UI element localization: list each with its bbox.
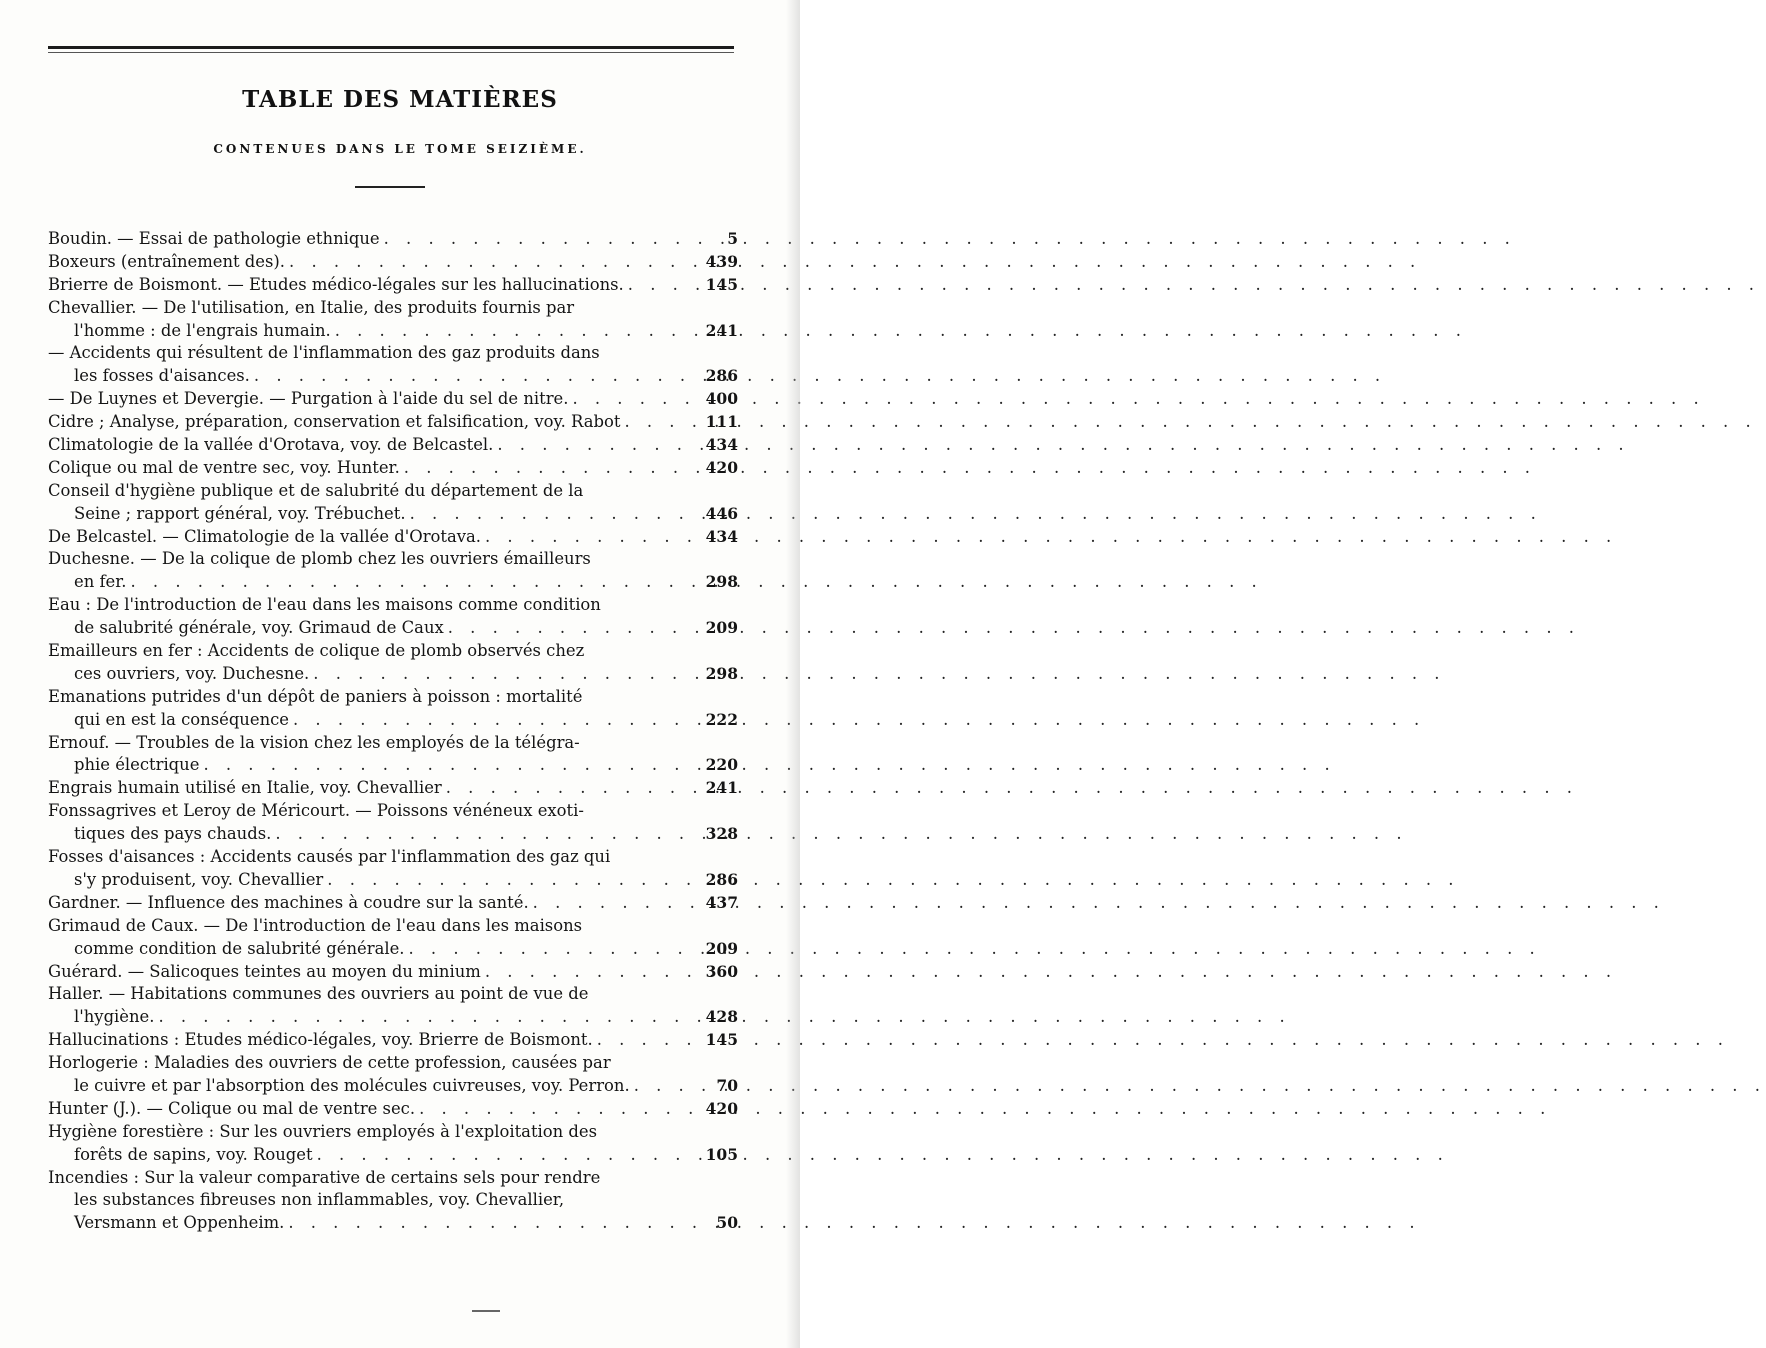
dot-leader (442, 777, 706, 800)
entry-text: Guérard. — Salicoques teintes au moyen du minium (48, 961, 481, 981)
entry-text: Fonssagrives et Leroy de Méricourt. — Poissons vénéneux exoti- (48, 801, 584, 821)
entry-text: en fer. (74, 572, 127, 592)
entry-text: Fosses d'aisances : Accidents causés par l'inflammation des gaz qui (48, 847, 611, 867)
dot-leader (620, 411, 705, 434)
entry-page-number: 222 (705, 709, 738, 729)
entry-page-number: 220 (705, 755, 738, 775)
entry-text: s'y produisent, voy. Chevallier (74, 869, 324, 889)
entry-text: forêts de sapins, voy. Rouget (74, 1144, 313, 1164)
index-entry-line (48, 892, 738, 915)
entry-text: Gardner. — Influence des machines à coudre sur la santé. (48, 892, 529, 912)
index-entry-line (48, 915, 738, 938)
index-entry-line (48, 274, 738, 297)
top-double-rule (48, 46, 734, 49)
entry-page-number: 286 (705, 869, 738, 889)
entry-text: qui en est la conséquence (74, 709, 289, 729)
index-entry-line (48, 365, 738, 388)
entry-text: Incendies : Sur la valeur comparative de certains sels pour rendre (48, 1167, 601, 1187)
page-edge-shadow (786, 0, 800, 1348)
index-entry-line (48, 1075, 738, 1098)
dot-leader (529, 892, 706, 915)
page-subtitle: CONTENUES DANS LE TOME SEIZIÈME. (213, 142, 587, 156)
dot-leader (400, 457, 706, 480)
index-entry-line (48, 617, 738, 640)
index-entry-line (48, 732, 738, 755)
entry-page-number: 420 (705, 1098, 738, 1118)
entry-text: l'homme : de l'engrais humain. (74, 320, 331, 340)
entry-text: Duchesne. — De la colique de plomb chez les ouvriers émailleurs (48, 549, 591, 569)
entry-text: Cidre ; Analyse, préparation, conservation et falsification, voy. Rabot (48, 412, 621, 432)
dot-leader (568, 388, 705, 411)
index-entry-line (48, 1167, 738, 1190)
entry-text: Eau : De l'introduction de l'eau dans les maisons comme condition (48, 595, 601, 615)
entry-text: Emanations putrides d'un dépôt de paniers à poisson : mortalité (48, 686, 583, 706)
entry-page-number: 145 (705, 1030, 738, 1050)
entry-text: Versmann et Oppenheim. (74, 1213, 285, 1233)
entry-text: Colique ou mal de ventre sec, voy. Hunter. (48, 457, 400, 477)
entry-text: Engrais humain utilisé en Italie, voy. Chevallier (48, 778, 442, 798)
dot-leader (126, 571, 705, 594)
book-page (0, 0, 800, 1348)
index-entry-line (48, 869, 738, 892)
entry-text: Emailleurs en fer : Accidents de colique de plomb observés chez (48, 641, 585, 661)
dot-leader (285, 251, 706, 274)
entry-page-number: 428 (705, 1007, 738, 1027)
entry-text: Hygiène forestière : Sur les ouvriers employés à l'exploitation des (48, 1121, 598, 1141)
index-entry-line (48, 297, 738, 320)
entry-text: Boudin. — Essai de pathologie ethnique (48, 229, 380, 248)
index-entry-line (48, 1029, 738, 1052)
dot-leader (199, 754, 705, 777)
page-title: TABLE DES MATIÈRES (242, 86, 558, 113)
entry-text: — De Luynes et Devergie. — Purgation à l'aide du sel de nitre. (48, 389, 569, 409)
dot-leader (405, 938, 706, 961)
dot-leader (380, 228, 714, 251)
entry-page-number: 434 (705, 435, 738, 455)
entry-text: l'hygiène. (74, 1007, 155, 1027)
index-entry-line (48, 1144, 738, 1167)
index-entry-line (48, 411, 738, 434)
footer-mark (472, 1310, 500, 1312)
dot-leader (444, 617, 706, 640)
entry-text: Horlogerie : Maladies des ouvriers de cette profession, causées par (48, 1053, 611, 1073)
dot-leader (630, 1075, 714, 1098)
dot-leader (271, 823, 705, 846)
dot-leader (323, 869, 705, 892)
entry-text: Conseil d'hygiène publique et de salubrité du département de la (48, 480, 584, 500)
index-entry-line (48, 823, 738, 846)
index-entry-line (48, 983, 738, 1006)
entry-text: le cuivre et par l'absorption des molécules cuivreuses, voy. Perron. (74, 1075, 630, 1095)
dot-leader (415, 1098, 706, 1121)
entry-text: — Accidents qui résultent de l'inflammation des gaz produits dans (48, 343, 600, 363)
entry-page-number: 105 (705, 1144, 738, 1164)
entry-page-number: 50 (716, 1213, 738, 1233)
index-entry-line (48, 1189, 738, 1212)
entry-page-number: 70 (716, 1075, 738, 1095)
dot-leader (313, 1144, 706, 1167)
dot-leader (481, 961, 706, 984)
entry-text: les substances fibreuses non inflammables, voy. Chevallier, (74, 1190, 565, 1210)
dot-leader (493, 434, 705, 457)
index-entry-line (48, 663, 738, 686)
index-entry-line (48, 846, 738, 869)
top-thin-rule (48, 52, 734, 53)
index-entry-line (48, 228, 738, 251)
entry-page-number: 434 (705, 526, 738, 546)
entry-text: Boxeurs (entraînement des). (48, 251, 286, 271)
entry-page-number: 360 (705, 961, 738, 981)
index-entry-line (48, 754, 738, 777)
entry-text: Grimaud de Caux. — De l'introduction de l'eau dans les maisons (48, 915, 583, 935)
entry-page-number: 286 (705, 366, 738, 386)
dot-leader (624, 274, 706, 297)
entry-text: de salubrité générale, voy. Grimaud de Caux (74, 618, 444, 638)
entry-page-number: 241 (705, 778, 738, 798)
entry-text: phie électrique (74, 755, 200, 775)
index-entries-list (48, 228, 738, 1235)
entry-page-number: 446 (705, 503, 738, 523)
index-entry-line (48, 388, 738, 411)
entry-page-number: 400 (705, 389, 738, 409)
dot-leader (154, 1006, 705, 1029)
entry-page-number: 111 (705, 412, 738, 432)
dot-leader (481, 526, 706, 549)
index-entry-line (48, 1098, 738, 1121)
index-entry-line (48, 526, 738, 549)
entry-page-number: 241 (705, 320, 738, 340)
entry-text: les fosses d'aisances. (74, 366, 250, 386)
index-entry-line (48, 686, 738, 709)
index-entry-line (48, 251, 738, 274)
entry-page-number: 298 (705, 663, 738, 683)
entry-page-number: 420 (705, 457, 738, 477)
entry-page-number: 209 (705, 618, 738, 638)
entry-text: Haller. — Habitations communes des ouvriers au point de vue de (48, 984, 589, 1004)
entry-text: Seine ; rapport général, voy. Trébuchet. (74, 503, 406, 523)
entry-text: comme condition de salubrité générale. (74, 938, 405, 958)
index-entry-line (48, 800, 738, 823)
entry-page-number: 145 (705, 274, 738, 294)
index-entry-line (48, 961, 738, 984)
index-entry-line (48, 640, 738, 663)
index-entry-line (48, 1052, 738, 1075)
index-entry-line (48, 709, 738, 732)
index-entry-line (48, 1006, 738, 1029)
index-entry-line (48, 480, 738, 503)
index-entry-line (48, 342, 738, 365)
dot-leader (289, 709, 706, 732)
entry-text: Brierre de Boismont. — Etudes médico-légales sur les hallucinations. (48, 274, 624, 294)
index-entry-line (48, 1212, 738, 1235)
index-entry-line (48, 457, 738, 480)
dot-leader (406, 503, 706, 526)
entry-page-number: 328 (705, 824, 738, 844)
dot-leader (284, 1212, 714, 1235)
entry-text: Ernouf. — Troubles de la vision chez les employés de la télégra- (48, 732, 580, 752)
entry-page-number: 437 (705, 892, 738, 912)
entry-text: ces ouvriers, voy. Duchesne. (74, 663, 310, 683)
index-entry-line (48, 434, 738, 457)
dot-leader (309, 663, 705, 686)
entry-text: Chevallier. — De l'utilisation, en Italie, des produits fournis par (48, 297, 575, 317)
index-entry-line (48, 938, 738, 961)
dot-leader (331, 320, 706, 343)
index-entry-line (48, 503, 738, 526)
index-entry-line (48, 548, 738, 571)
index-entry-line (48, 320, 738, 343)
entry-text: Climatologie de la vallée d'Orotava, voy. de Belcastel. (48, 435, 494, 455)
entry-text: tiques des pays chauds. (74, 824, 272, 844)
dot-leader (250, 365, 706, 388)
entry-text: De Belcastel. — Climatologie de la vallée d'Orotava. (48, 526, 481, 546)
index-entry-line (48, 571, 738, 594)
entry-page-number: 209 (705, 938, 738, 958)
entry-page-number: 298 (705, 572, 738, 592)
index-entry-line (48, 1121, 738, 1144)
entry-page-number: 439 (705, 251, 738, 271)
entry-page-number: 5 (727, 229, 738, 248)
entry-text: Hunter (J.). — Colique ou mal de ventre sec. (48, 1098, 416, 1118)
title-separator-rule (355, 186, 425, 188)
dot-leader (593, 1029, 706, 1052)
index-entry-line (48, 594, 738, 617)
entry-text: Hallucinations : Etudes médico-légales, voy. Brierre de Boismont. (48, 1030, 593, 1050)
index-entry-line (48, 777, 738, 800)
